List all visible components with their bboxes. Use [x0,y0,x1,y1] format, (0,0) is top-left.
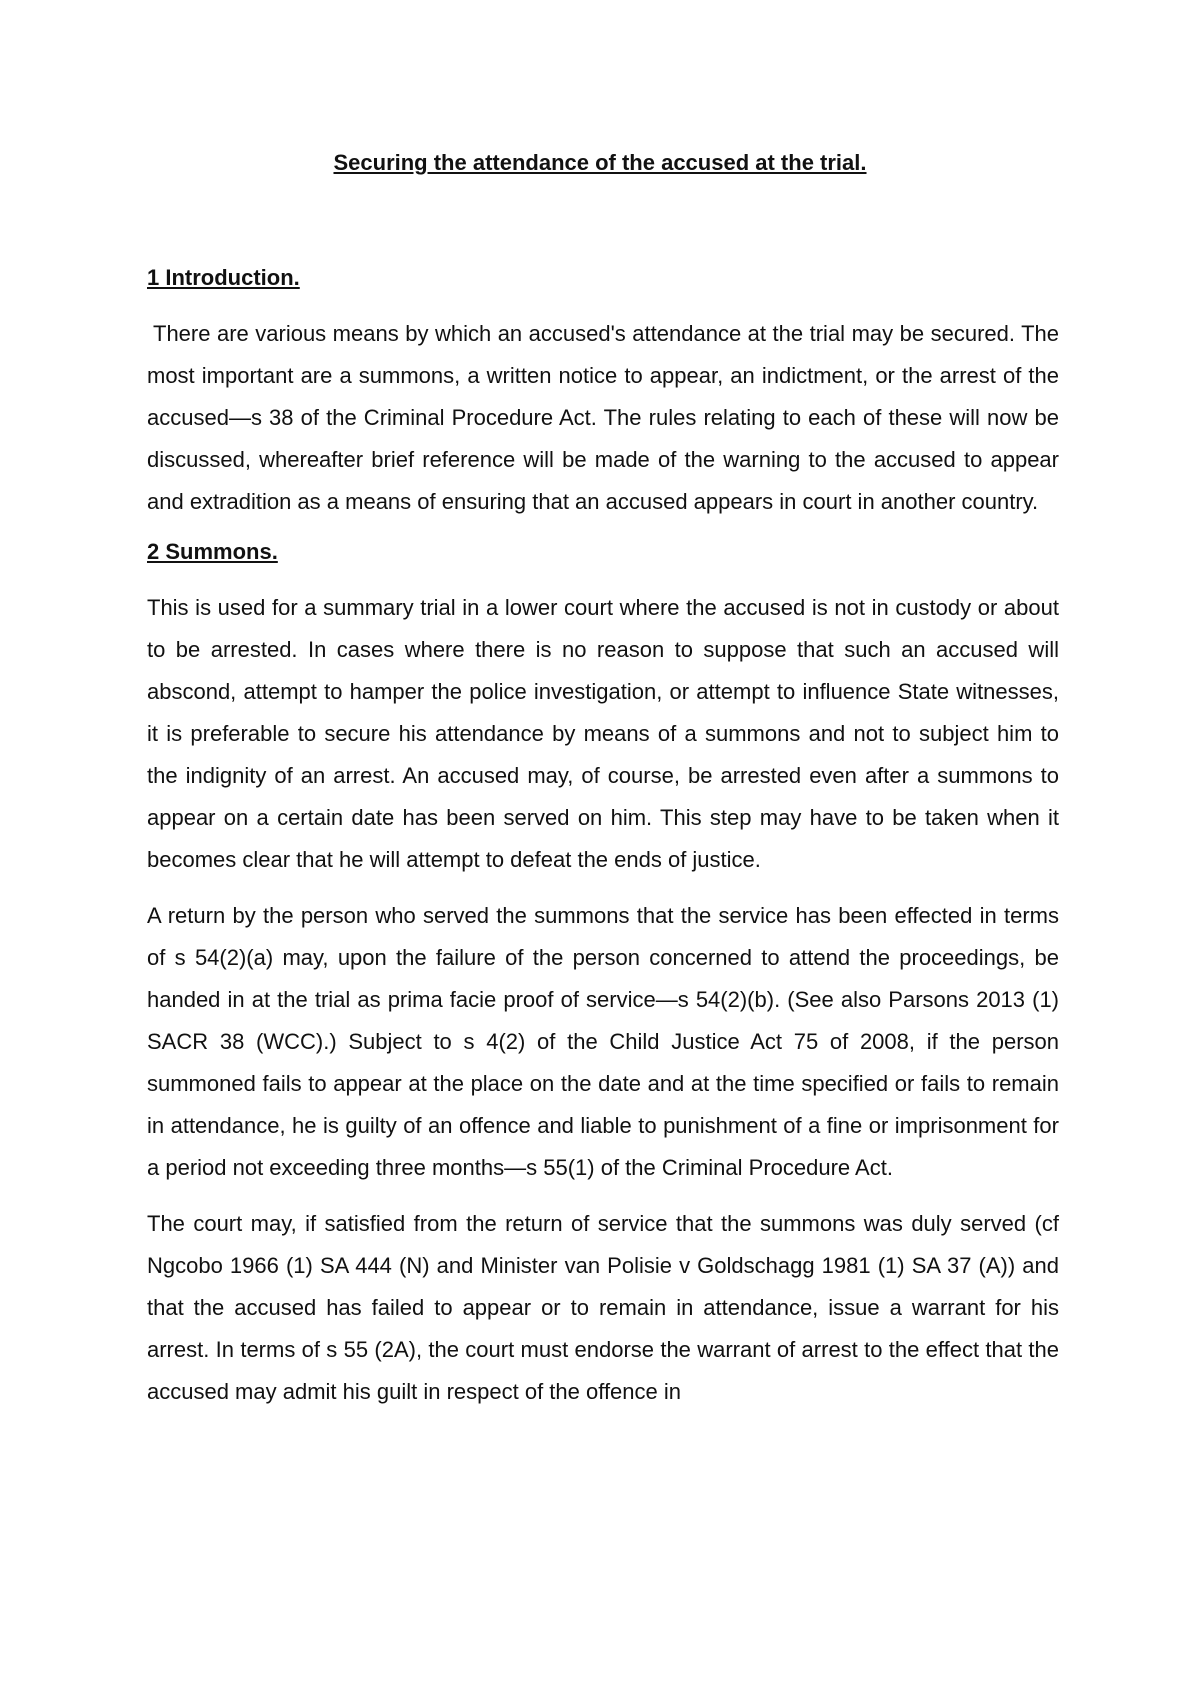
paragraph-summons-1: This is used for a summary trial in a lower court where the accused is not in custody or about to be arrested. In cases where there is no reason to suppose that such an accused will abscond, attempt to hamper the police investigation, or attempt to influence State witnesses, it is preferable to secure his attendance by means of a summons and not to subject him to the indignity of an arrest. An accused may, of course, be arrested even after a summons to appear on a certain date has been served on him. This step may have to be taken when it becomes clear that he will attempt to defeat the ends of justice. [147,595,1059,872]
document-title: Securing the attendance of the accused at the trial. [333,150,867,175]
section-heading-introduction: 1 Introduction. [147,265,300,290]
paragraph-summons-2: A return by the person who served the summons that the service has been effected in terms of s 54(2)(a) may, upon the failure of the person concerned to attend the proceedings, be handed in at the trial as prima facie proof of service—s 54(2)(b). (See also Parsons 2013 (1) SACR 38 (WCC).) Subject to s 4(2) of the Child Justice Act 75 of 2008, if the person summoned fails to appear at the place on the date and at the time specified or fails to remain in attendance, he is guilty of an offence and liable to punishment of a fine or imprisonment for a period not exceeding three months—s 55(1) of the Criminal Procedure Act. [147,903,1059,1180]
paragraph-introduction: There are various means by which an accused's attendance at the trial may be secured. The most important are a summons, a written notice to appear, an indictment, or the arrest of the accused—s 38 of the Criminal Procedure Act. The rules relating to each of these will now be discussed, whereafter brief reference will be made of the warning to the accused to appear and extradition as a means of ensuring that an accused appears in court in another country. [147,321,1059,514]
document-body [147,263,1059,1413]
paragraph-summons-3: The court may, if satisfied from the return of service that the summons was duly served (cf Ngcobo 1966 (1) SA 444 (N) and Minister van Polisie v Goldschagg 1981 (1) SA 37 (A)) and that the accused has failed to appear or to remain in attendance, issue a warrant for his arrest. In terms of s 55 (2A), the court must endorse the warrant of arrest to the effect that the accused may admit his guilt in respect of the offence in [147,1211,1059,1404]
section-heading-summons: 2 Summons. [147,539,278,564]
